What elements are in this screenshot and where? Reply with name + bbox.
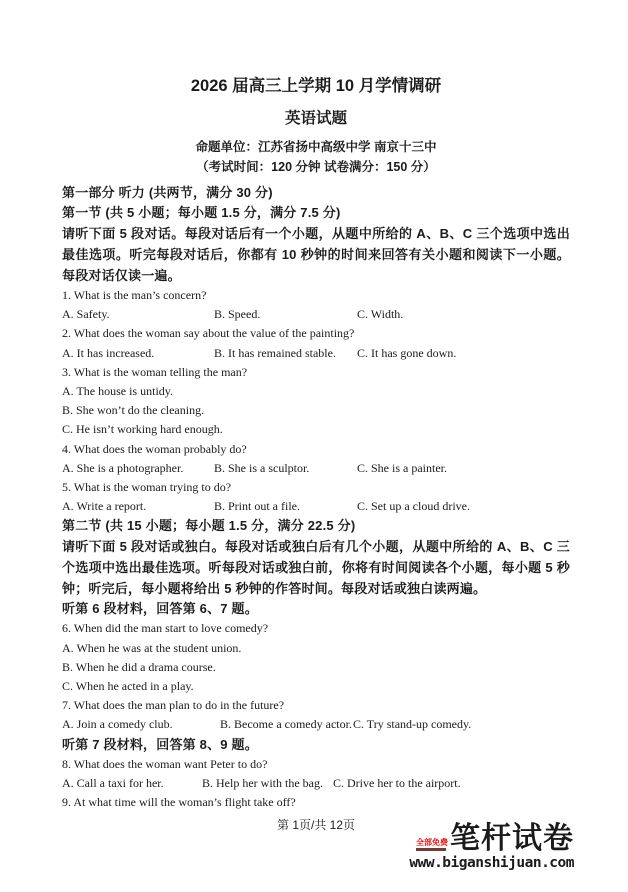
question-5-options [62,497,570,516]
question-8-option-b: B. Help her with the bag. [202,775,323,790]
section2-heading: 第二节 (共 15 小题；每小题 1.5 分，满分 22.5 分) [62,518,356,534]
organizer-line: 命题单位：江苏省扬中高级中学 南京十三中 [195,140,437,154]
question-6-option-c: C. When he acted in a play. [62,679,194,694]
question-2-option-c: C. It has gone down. [357,345,457,360]
question-1-option-b: B. Speed. [214,307,261,322]
watermark-url: www.biganshijuan.com [409,855,574,871]
watermark-brand-name: 笔杆试卷 [450,822,574,855]
question-7-option-b: B. Become a comedy actor. [220,717,352,732]
exam-info-line: （考试时间：120 分钟 试卷满分：150 分） [196,160,436,174]
page-title: 2026 届高三上学期 10 月学情调研 [190,77,442,95]
section2-instructions: 请听下面 5 段对话或独白。每段对话或独白后有几个小题，从题中所给的 A、B、C 三个选项中选出最佳选项。听每段对话或独白前，你将有时间阅读各个小题，每小题 5 秒钟；听完后，每小题将给出 5 秒钟的作答时间。每段对话或独白读两遍。 [62,539,570,597]
section1-heading: 第一节 (共 5 小题；每小题 1.5 分，满分 7.5 分) [62,205,341,220]
question-5-option-c: C. Set up a cloud drive. [357,499,470,514]
question-8-text: 8. What does the woman want Peter to do? [62,756,268,771]
question-3-text: 3. What is the woman telling the man? [62,364,248,379]
watermark-free-tag-column [416,838,448,851]
question-2-option-a: A. It has increased. [62,345,155,360]
question-7-option-a: A. Join a comedy club. [62,717,173,732]
question-5-text: 5. What is the woman trying to do? [62,480,232,495]
material-7-heading: 听第 7 段材料，回答第 8、9 题。 [62,736,258,752]
question-5-option-a: A. Write a report. [62,499,147,514]
question-9-text: 9. At what time will the woman’s flight take off? [62,795,296,810]
subject-title: 英语试题 [284,110,347,127]
question-4-option-c: C. She is a painter. [357,460,447,475]
question-6-option-b: B. When he did a drama course. [62,659,216,674]
question-8-options [62,774,570,793]
exam-body [62,183,570,833]
watermark-brand-row [409,824,574,854]
watermark-smudge-decoration [416,848,446,851]
question-8-option-c: C. Drive her to the airport. [333,775,461,790]
question-3-option-c: C. He isn’t working hard enough. [62,422,223,437]
question-7-text: 7. What does the man plan to do in the future? [62,698,285,713]
question-4-text: 4. What does the woman probably do? [62,441,247,456]
question-1-text: 1. What is the man’s concern? [62,288,207,302]
question-3-option-a: A. The house is untidy. [62,384,173,399]
question-4-option-b: B. She is a sculptor. [214,460,310,475]
watermark [409,824,574,872]
question-1-options [62,305,570,324]
question-8-option-a: A. Call a taxi for her. [62,775,164,790]
part1-heading: 第一部分 听力 (共两节，满分 30 分) [62,185,273,200]
question-7-option-c: C. Try stand-up comedy. [353,717,472,732]
question-4-option-a: A. She is a photographer. [62,460,184,475]
question-6-option-a: A. When he was at the student union. [62,640,242,655]
question-1-option-a: A. Safety. [62,307,110,322]
question-2-options [62,344,570,363]
question-6-text: 6. When did the man start to love comedy? [62,621,269,636]
material-6-heading: 听第 6 段材料，回答第 6、7 题。 [62,601,258,617]
question-7-options [62,715,570,734]
question-2-text: 2. What does the woman say about the value of the painting? [62,326,355,341]
question-5-option-b: B. Print out a file. [214,499,300,514]
question-2-option-b: B. It has remained stable. [214,345,336,360]
question-3-option-b: B. She won’t do the cleaning. [62,403,205,418]
page-number: 第 1页/共 12页 [276,818,356,833]
section1-instructions: 请听下面 5 段对话。每段对话后有一个小题，从题中所给的 A、B、C 三个选项中选出最佳选项。听完每段对话后，你都有 10 秒钟的时间来回答有关小题和阅读下一小题。每段对话仅读一遍。 [62,226,570,283]
watermark-free-tag: 全部免费 [416,838,448,847]
question-1-option-c: C. Width. [357,307,404,322]
question-4-options [62,459,570,478]
